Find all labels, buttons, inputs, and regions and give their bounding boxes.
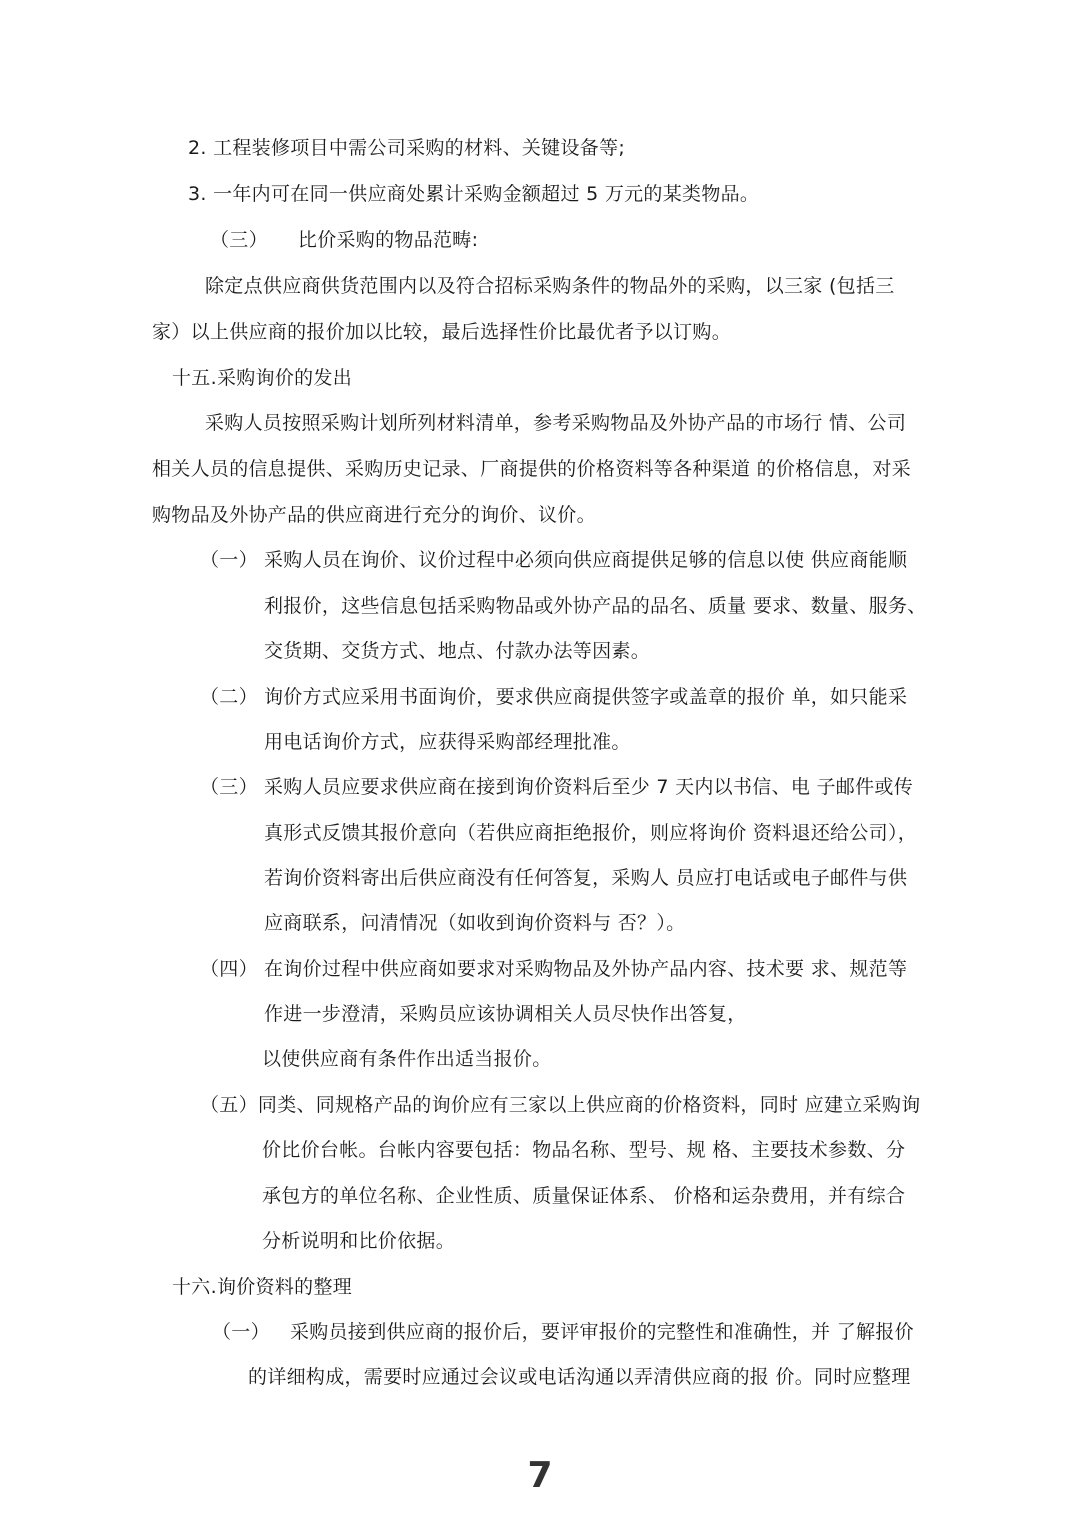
- paragraph-line: 除定点供应商供货范围内以及符合招标采购条件的物品外的采购，以三家 (包括三: [205, 275, 895, 297]
- item-line: 的详细构成，需要时应通过会议或电话沟通以弄清供应商的报 价。同时应整理: [248, 1366, 911, 1388]
- item-text: 在询价过程中供应商如要求对采购物品及外协产品内容、技术要 求、规范等: [264, 958, 908, 980]
- item-line: 若询价资料寄出后供应商没有任何答复，采购人 员应打电话或电子邮件与供: [264, 867, 908, 889]
- item-one-b: [212, 1318, 914, 1346]
- list-item-2: 2. 工程装修项目中需公司采购的材料、关键设备等;: [188, 137, 626, 159]
- item-mark: （二）: [200, 686, 258, 708]
- item-line: 作进一步澄清，采购员应该协调相关人员尽快作出答复，: [264, 1003, 747, 1025]
- subsection-title: 比价采购的物品范畴:: [297, 229, 479, 251]
- subsection-heading: [210, 226, 478, 254]
- subsection-mark: （三）: [210, 229, 268, 251]
- item-line: 承包方的单位名称、企业性质、质量保证体系、 价格和运杂费用，并有综合: [262, 1185, 906, 1207]
- item-five: （五）同类、同规格产品的询价应有三家以上供应商的价格资料，同时 应建立采购询: [200, 1094, 921, 1116]
- paragraph-line: 相关人员的信息提供、采购历史记录、厂商提供的价格资料等各种渠道 的价格信息，对采: [152, 458, 912, 480]
- item-four: [200, 955, 907, 983]
- item-line: 分析说明和比价依据。: [262, 1230, 456, 1252]
- item-text: 采购人员在询价、议价过程中必须向供应商提供足够的信息以使 供应商能顺: [264, 549, 908, 571]
- item-line: 交货期、交货方式、地点、付款办法等因素。: [264, 640, 651, 662]
- item-line: 以使供应商有条件作出适当报价。: [262, 1048, 552, 1070]
- item-mark: （四）: [200, 958, 258, 980]
- item-two: [200, 683, 907, 711]
- item-text: 采购员接到供应商的报价后，要评审报价的完整性和准确性，并 了解报价: [290, 1321, 914, 1343]
- item-mark: （一）: [200, 549, 258, 571]
- item-text: 采购人员应要求供应商在接到询价资料后至少 7 天内以书信、电 子邮件或传: [264, 776, 914, 798]
- item-line: 真形式反馈其报价意向（若供应商拒绝报价，则应将询价 资料退还给公司），: [264, 822, 918, 844]
- item-mark: （三）: [200, 776, 258, 798]
- item-text: 询价方式应采用书面询价，要求供应商提供签字或盖章的报价 单，如只能采: [264, 686, 908, 708]
- item-one: [200, 546, 907, 574]
- item-line: 利报价，这些信息包括采购物品或外协产品的品名、质量 要求、数量、服务、: [264, 595, 927, 617]
- paragraph-line: 家）以上供应商的报价加以比较，最后选择性价比最优者予以订购。: [152, 321, 732, 343]
- page-number: 7: [527, 1455, 553, 1496]
- item-mark: （一）: [212, 1321, 270, 1343]
- list-item-3: 3. 一年内可在同一供应商处累计采购金额超过 5 万元的某类物品。: [188, 183, 760, 205]
- section-heading-16: 十六.询价资料的整理: [172, 1276, 353, 1298]
- section-heading-15: 十五.采购询价的发出: [172, 367, 353, 389]
- item-line: 用电话询价方式，应获得采购部经理批准。: [264, 731, 631, 753]
- item-line: 应商联系，问清情况（如收到询价资料与 否？）。: [264, 912, 686, 934]
- item-three: [200, 773, 913, 801]
- item-line: 价比价台帐。台帐内容要包括：物品名称、型号、规 格、主要技术参数、分: [262, 1139, 906, 1161]
- paragraph-line: 购物品及外协产品的供应商进行充分的询价、议价。: [152, 504, 596, 526]
- paragraph-line: 采购人员按照采购计划所列材料清单，参考采购物品及外协产品的市场行 情、公司: [205, 412, 907, 434]
